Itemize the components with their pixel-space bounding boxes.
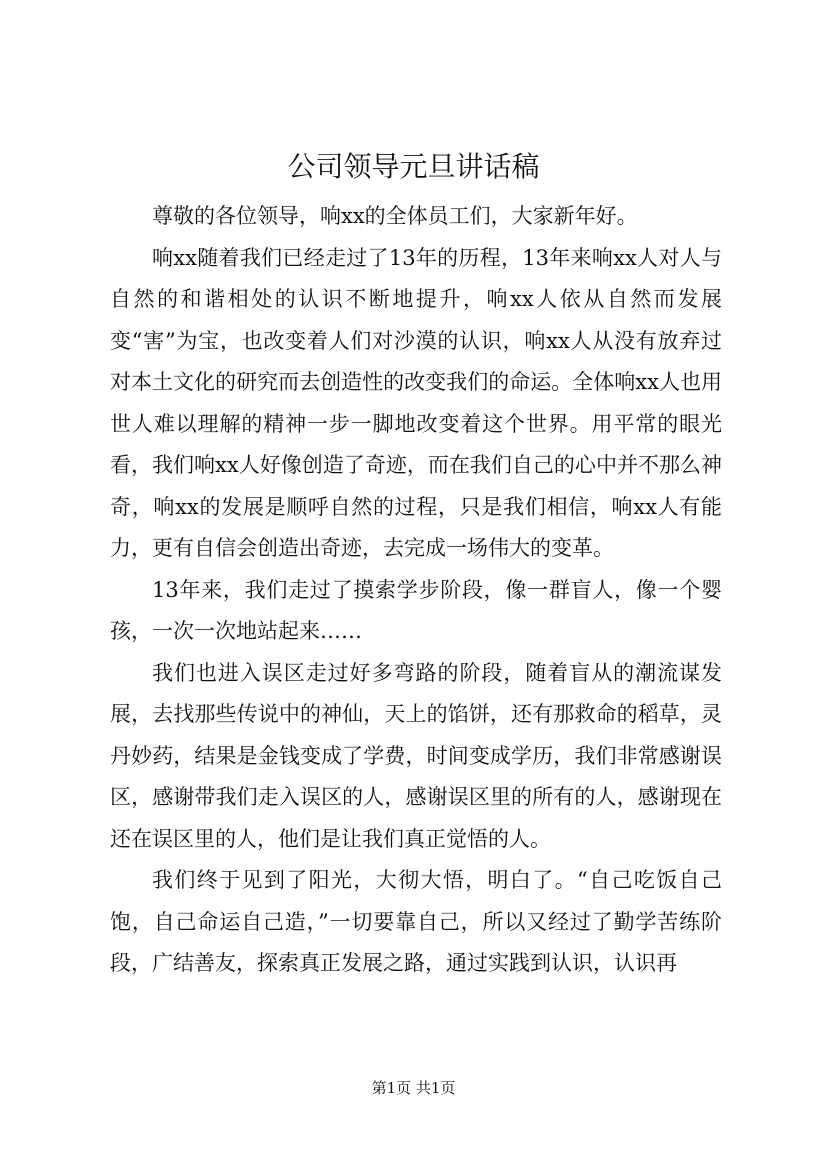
paragraph-history: 响xx随着我们已经走过了13年的历程，13年来响xx人对人与自然的和谐相处的认识不断地提升，响xx人依从自然而发展变“害”为宝，也改变着人们对沙漠的认识，响xx人从没有放弃过对本土文化的研究而去创造性的改变我们的命运。全体响xx人也用世人难以理解的精神一步一脚地改变着这个世界。用平常的眼光看，我们响xx人好像创造了奇迹，而在我们自己的心中并不那么神奇，响xx的发展是顺呼自然的过程，只是我们相信，响xx人有能力，更有自信会创造出奇迹，去完成一场伟大的变革。: [110, 245, 722, 560]
paragraph-detours: 我们也进入误区走过好多弯路的阶段，随着盲从的潮流谋发展，去找那些传说中的神仙，天上的馅饼，还有那救命的稻草，灵丹妙药，结果是金钱变成了学费，时间变成学历，我们非常感谢误区，感谢带我们走入误区的人，感谢误区里的所有的人，感谢现在还在误区里的人，他们是让我们真正觉悟的人。: [110, 660, 722, 851]
paragraph-early-stage: 13年来，我们走过了摸索学步阶段，像一群盲人，像一个婴孩，一次一次地站起来……: [110, 577, 722, 643]
document-title: 公司领导元旦讲话稿: [287, 150, 540, 183]
paragraph-greeting: 尊敬的各位领导，响xx的全体员工们，大家新年好。: [152, 204, 638, 228]
document-body: [110, 196, 722, 985]
page-number-footer: 第1页 共1页: [371, 1079, 456, 1097]
paragraph-enlightenment: 我们终于见到了阳光，大彻大悟，明白了。“自己吃饭自己饱，自己命运自己造，”一切要靠自己，所以又经过了勤学苦练阶段，广结善友，探索真正发展之路，通过实践到认识，认识再: [110, 868, 722, 975]
